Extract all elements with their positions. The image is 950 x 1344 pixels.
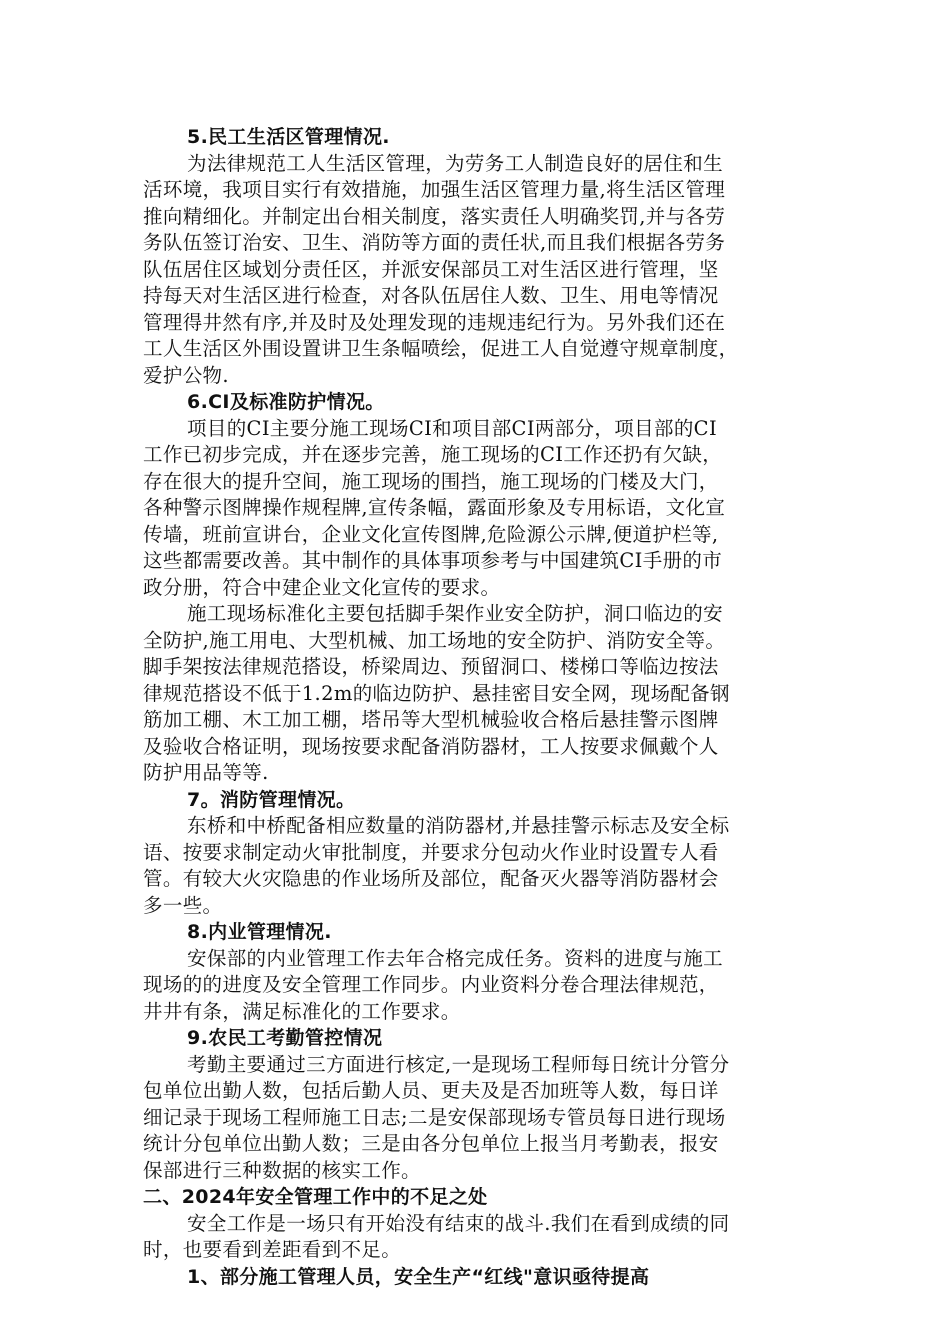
paragraph-line: 管。有较大火灾隐患的作业场所及部位，配备灭火器等消防器材会 — [143, 867, 719, 890]
paragraph-line: 细记录于现场工程师施工日志;二是安保部现场专管员每日进行现场 — [143, 1105, 726, 1129]
paragraph-line: 语、按要求制定动火审批制度，并要求分包动火作业时设置专人看 — [143, 840, 719, 864]
paragraph-line: 脚手架按法律规范搭设，桥梁周边、预留洞口、楼梯口等临边按法 — [143, 655, 719, 678]
paragraph-line: 为法律规范工人生活区管理，为劳务工人制造良好的居住和生 — [187, 151, 723, 175]
paragraph-line: 项目的CI主要分施工现场CI和项目部CI两部分，项目部的CI — [187, 416, 717, 440]
paragraph-line: 这些都需要改善。其中制作的具体事项参考与中国建筑CI手册的市 — [143, 549, 723, 572]
paragraph-line: 防护用品等等. — [143, 761, 269, 784]
paragraph-line: 务队伍签订治安、卫生、消防等方面的责任状,而且我们根据各劳务 — [143, 231, 726, 254]
paragraph-line: 工人生活区外围设置讲卫生条幅喷绘，促进工人自觉遵守规章制度， — [143, 337, 739, 360]
section-heading: 8.内业管理情况. — [187, 921, 332, 943]
paragraph-line: 管理得井然有序,并及时及处理发现的违规违纪行为。另外我们还在 — [143, 310, 726, 334]
paragraph-line: 安保部的内业管理工作去年合格完成任务。资料的进度与施工 — [187, 946, 723, 970]
section-heading: 6.CI及标准防护情况。 — [187, 391, 385, 413]
document-page — [143, 124, 813, 1290]
paragraph-line: 多一些。 — [143, 893, 223, 917]
paragraph-line: 统计分包单位出勤人数；三是由各分包单位上报当月考勤表，报安 — [143, 1132, 719, 1155]
section-heading: 二、2024年安全管理工作中的不足之处 — [143, 1186, 488, 1208]
paragraph-line: 包单位出勤人数，包括后勤人员、更夫及是否加班等人数，每日详 — [143, 1079, 719, 1102]
paragraph-line: 安全工作是一场只有开始没有结束的战斗.我们在看到成绩的同 — [187, 1211, 730, 1235]
paragraph-line: 队伍居住区域划分责任区，并派安保部员工对生活区进行管理，坚 — [143, 257, 719, 281]
paragraph-line: 时，也要看到差距看到不足。 — [143, 1238, 402, 1261]
paragraph-line: 考勤主要通过三方面进行核定,一是现场工程师每日统计分管分 — [187, 1052, 730, 1076]
paragraph-line: 井井有条，满足标准化的工作要求。 — [143, 999, 461, 1023]
paragraph-line: 现场的的进度及安全管理工作同步。内业资料分卷合理法律规范， — [143, 973, 719, 996]
paragraph-line: 东桥和中桥配备相应数量的消防器材,并悬挂警示标志及安全标 — [187, 814, 730, 837]
paragraph-line: 政分册，符合中建企业文化宣传的要求。 — [143, 575, 501, 599]
section-heading: 5.民工生活区管理情况. — [187, 126, 390, 148]
section-heading: 1、部分施工管理人员，安全生产“红线"意识亟待提高 — [187, 1265, 650, 1288]
paragraph-line: 活环境，我项目实行有效措施，加强生活区管理力量,将生活区管理 — [143, 178, 726, 201]
section-heading: 9.农民工考勤管控情况 — [187, 1027, 383, 1049]
paragraph-line: 及验收合格证明，现场按要求配备消防器材，工人按要求佩戴个人 — [143, 734, 719, 758]
paragraph-line: 施工现场标准化主要包括脚手架作业安全防护，洞口临边的安 — [187, 602, 723, 625]
paragraph-line: 全防护,施工用电、大型机械、加工场地的安全防护、消防安全等。 — [143, 628, 726, 652]
paragraph-line: 工作已初步完成，并在逐步完善，施工现场的CI工作还扔有欠缺， — [143, 443, 723, 466]
paragraph-line: 筋加工棚、木工加工棚，塔吊等大型机械验收合格后悬挂警示图牌 — [143, 708, 719, 731]
paragraph-line: 持每天对生活区进行检查，对各队伍居住人数、卫生、用电等情况 — [143, 284, 719, 307]
paragraph-line: 保部进行三种数据的核实工作。 — [143, 1158, 421, 1182]
paragraph-line: 存在很大的提升空间，施工现场的围挡，施工现场的门楼及大门， — [143, 469, 719, 493]
section-heading: 7。消防管理情况。 — [187, 788, 356, 811]
paragraph-line: 爱护公物. — [143, 363, 229, 387]
paragraph-line: 传墙，班前宣讲台，企业文化宣传图牌,危险源公示牌,便道护栏等, — [143, 522, 719, 546]
paragraph-line: 律规范搭设不低于1.2m的临边防护、悬挂密目安全网，现场配备钢 — [143, 681, 730, 705]
paragraph-line: 各种警示图牌操作规程牌,宣传条幅，露面形象及专用标语，文化宣 — [143, 496, 726, 519]
paragraph-line: 推向精细化。并制定出台相关制度，落实责任人明确奖罚,并与各劳 — [143, 204, 726, 228]
